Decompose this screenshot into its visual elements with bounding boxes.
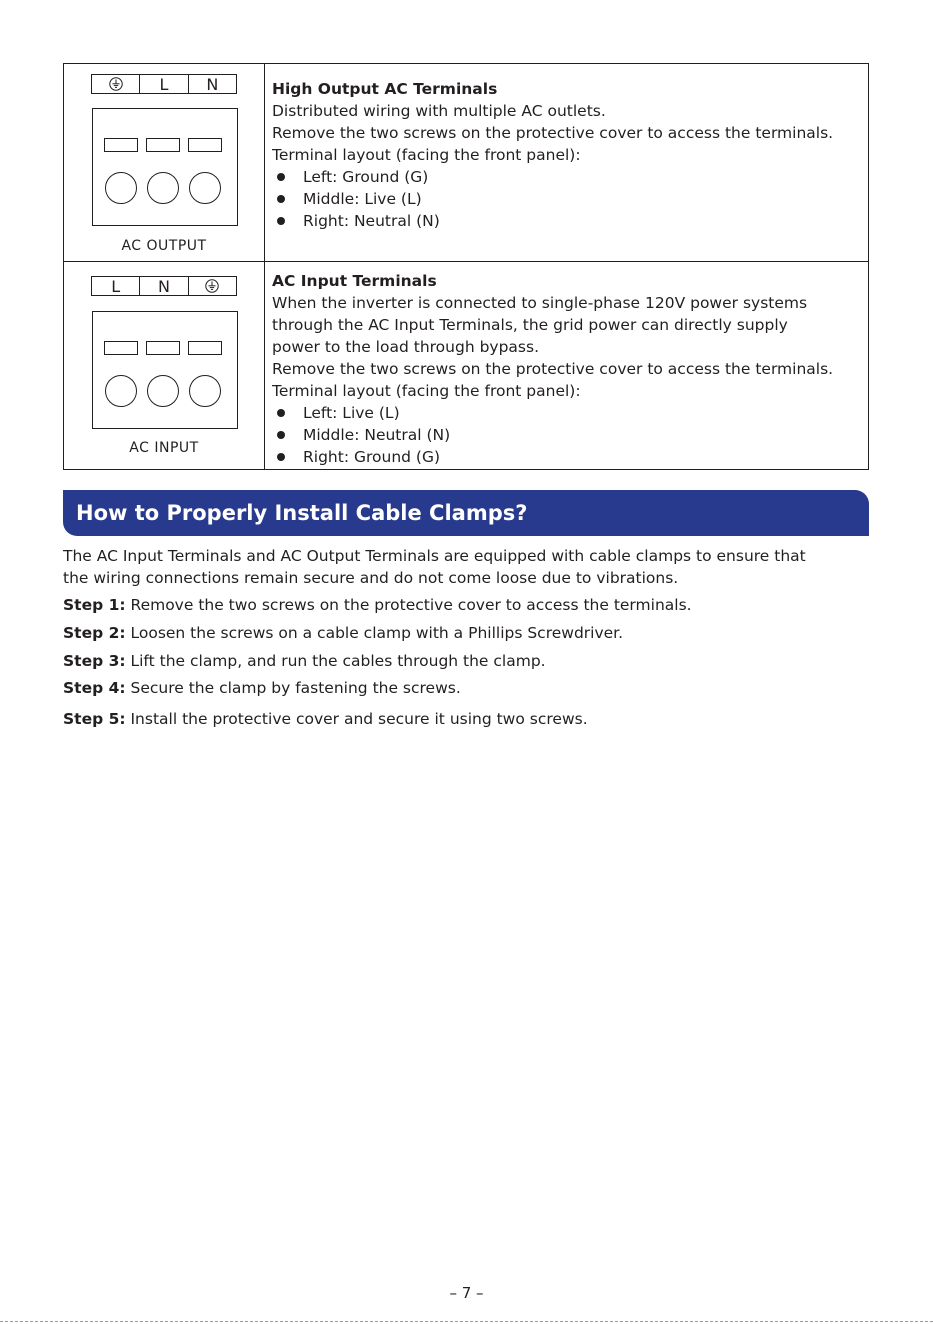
ac-input-row: [64, 262, 868, 469]
terminal-block: [92, 108, 238, 226]
ac-input-diagram: [64, 262, 264, 469]
column-divider: [264, 64, 265, 261]
terminal-hole: [189, 172, 221, 204]
description-line: Terminal layout (facing the front panel):: [272, 146, 581, 164]
section-heading-banner: [63, 490, 869, 536]
terminal-label-n: N: [206, 74, 219, 94]
terminal-slot: [188, 138, 222, 152]
terminal-layout-list: [272, 166, 864, 232]
ac-input-description: [272, 270, 864, 468]
list-item: Right: Neutral (N): [272, 210, 864, 232]
step-5: [63, 708, 588, 730]
step-label: Step 3:: [63, 652, 126, 670]
ac-output-description: [272, 78, 864, 232]
terminal-label-l: L: [92, 277, 140, 295]
step-3: [63, 650, 546, 672]
terminal-label-l: L: [140, 75, 188, 93]
description-line: Remove the two screws on the protective cover to access the terminals.: [272, 360, 834, 378]
ac-output-heading: High Output AC Terminals: [272, 80, 498, 98]
terminal-slot: [104, 138, 138, 152]
column-divider: [264, 262, 265, 469]
step-text: Loosen the screws on a cable clamp with a Phillips Screwdriver.: [125, 624, 624, 642]
list-item: Left: Live (L): [272, 402, 864, 424]
step-label: Step 4:: [63, 679, 126, 697]
list-item: Right: Ground (G): [272, 446, 864, 468]
ground-symbol-icon: [189, 277, 236, 295]
step-text: Secure the clamp by fastening the screws.: [125, 679, 461, 697]
terminal-slot: [104, 341, 138, 355]
ac-output-row: [64, 64, 868, 262]
ac-output-caption: AC OUTPUT: [121, 238, 207, 254]
ac-input-caption: AC INPUT: [129, 440, 199, 456]
step-label: Step 5:: [63, 710, 126, 728]
page-number: – 7 –: [449, 1284, 484, 1302]
ac-output-diagram: [64, 64, 264, 261]
terminal-slot: [146, 138, 180, 152]
terminal-hole: [105, 172, 137, 204]
description-line: Distributed wiring with multiple AC outlets.: [272, 102, 606, 120]
step-text: Install the protective cover and secure it using two screws.: [125, 710, 588, 728]
intro-line: The AC Input Terminals and AC Output Terminals are equipped with cable clamps to ensure that: [63, 547, 806, 565]
description-line: power to the load through bypass.: [272, 338, 539, 356]
terminal-label-n: N: [140, 277, 188, 295]
step-text: Remove the two screws on the protective cover to access the terminals.: [125, 596, 692, 614]
intro-line: the wiring connections remain secure and do not come loose due to vibrations.: [63, 569, 679, 587]
terminal-layout-list: [272, 402, 864, 468]
terminal-slot: [146, 341, 180, 355]
terminal-label-bar: [91, 74, 237, 94]
step-4: [63, 677, 461, 699]
terminal-hole: [105, 375, 137, 407]
list-item: Middle: Live (L): [272, 188, 864, 210]
list-item: Left: Ground (G): [272, 166, 864, 188]
step-label: Step 2:: [63, 624, 126, 642]
terminal-table: [63, 63, 869, 470]
description-line: Remove the two screws on the protective cover to access the terminals.: [272, 124, 834, 142]
step-text: Lift the clamp, and run the cables through the clamp.: [125, 652, 546, 670]
terminal-hole: [147, 172, 179, 204]
list-item: Middle: Neutral (N): [272, 424, 864, 446]
terminal-hole: [147, 375, 179, 407]
step-label: Step 1:: [63, 596, 126, 614]
terminal-block: [92, 311, 238, 429]
step-2: [63, 622, 623, 644]
terminal-hole: [189, 375, 221, 407]
terminal-label-bar: [91, 276, 237, 296]
description-line: When the inverter is connected to single-phase 120V power systems: [272, 294, 808, 312]
step-1: [63, 594, 692, 616]
terminal-slot: [188, 341, 222, 355]
description-line: through the AC Input Terminals, the grid power can directly supply: [272, 316, 788, 334]
ac-input-heading: AC Input Terminals: [272, 272, 437, 290]
section-title: How to Properly Install Cable Clamps?: [76, 501, 528, 525]
ground-symbol-icon: [92, 75, 140, 93]
description-line: Terminal layout (facing the front panel):: [272, 382, 581, 400]
section-intro: [63, 545, 869, 589]
page-cut-line: [0, 1321, 933, 1322]
